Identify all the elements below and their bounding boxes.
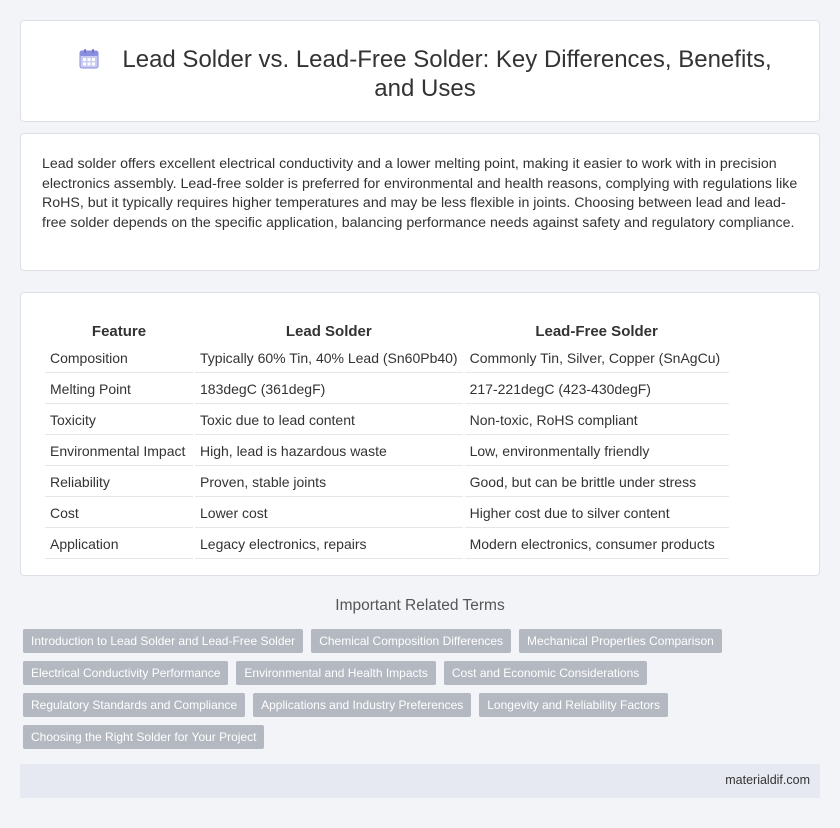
table-row [45,406,729,435]
table-row [45,499,729,528]
row-lead-value: Typically 60% Tin, 40% Lead (Sn60Pb40) [195,344,463,373]
row-feature: Melting Point [45,375,193,404]
summary-card [20,133,820,271]
header-feature: Feature [91,323,147,340]
row-feature: Environmental Impact [45,437,193,466]
related-term-tag[interactable]: Mechanical Properties Comparison [519,629,722,653]
related-term-tag[interactable]: Cost and Economic Considerations [444,661,647,685]
related-terms-list [23,629,723,749]
row-feature: Cost [45,499,193,528]
row-lead-free-value: Commonly Tin, Silver, Copper (SnAgCu) [465,344,729,373]
row-feature: Composition [45,344,193,373]
row-lead-value: Proven, stable joints [195,468,463,497]
comparison-table [43,314,731,561]
row-feature: Reliability [45,468,193,497]
summary-text: Lead solder offers excellent electrical conductivity and a lower melting point, making it easier to work with in precision electronics assembly. Lead-free solder is preferred for environmental and health reasons, complying with regulations like RoHS, but it typically requires higher temperatures and may be less flexible in joints. Choosing between lead and lead-free solder depends on the specific application, balancing performance needs against safety and regulatory compliance. [42,156,798,231]
row-feature: Application [45,530,193,559]
related-term-tag[interactable]: Choosing the Right Solder for Your Project [23,725,264,749]
row-lead-free-value: Good, but can be brittle under stress [465,468,729,497]
title-card [20,20,820,122]
comparison-card [20,292,820,576]
row-lead-free-value: Low, environmentally friendly [465,437,729,466]
related-term-tag[interactable]: Introduction to Lead Solder and Lead-Free Solder [23,629,303,653]
related-term-tag[interactable]: Regulatory Standards and Compliance [23,693,245,717]
related-term-tag[interactable]: Environmental and Health Impacts [236,661,435,685]
row-lead-value: High, lead is hazardous waste [195,437,463,466]
table-row [45,530,729,559]
related-term-tag[interactable]: Longevity and Reliability Factors [479,693,668,717]
row-lead-free-value: Modern electronics, consumer products [465,530,729,559]
header-lead-free-solder: Lead-Free Solder [535,323,658,340]
table-row [45,375,729,404]
table-header-row [45,316,729,342]
related-terms-title: Important Related Terms [335,597,505,614]
page-title-wrap [61,45,789,103]
row-lead-value: Toxic due to lead content [195,406,463,435]
footer-site: materialdif.com [725,773,810,787]
document-icon [78,48,100,70]
row-lead-free-value: Non-toxic, RoHS compliant [465,406,729,435]
row-feature: Toxicity [45,406,193,435]
page-title: Lead Solder vs. Lead-Free Solder: Key Differences, Benefits, and Uses [122,46,772,102]
related-term-tag[interactable]: Applications and Industry Preferences [253,693,471,717]
row-lead-value: Lower cost [195,499,463,528]
row-lead-free-value: Higher cost due to silver content [465,499,729,528]
row-lead-value: Legacy electronics, repairs [195,530,463,559]
table-row [45,437,729,466]
footer [20,764,820,798]
table-row [45,344,729,373]
table-row [45,468,729,497]
header-lead-solder: Lead Solder [285,323,372,340]
related-term-tag[interactable]: Chemical Composition Differences [311,629,511,653]
row-lead-value: 183degC (361degF) [195,375,463,404]
related-term-tag[interactable]: Electrical Conductivity Performance [23,661,228,685]
row-lead-free-value: 217-221degC (423-430degF) [465,375,729,404]
